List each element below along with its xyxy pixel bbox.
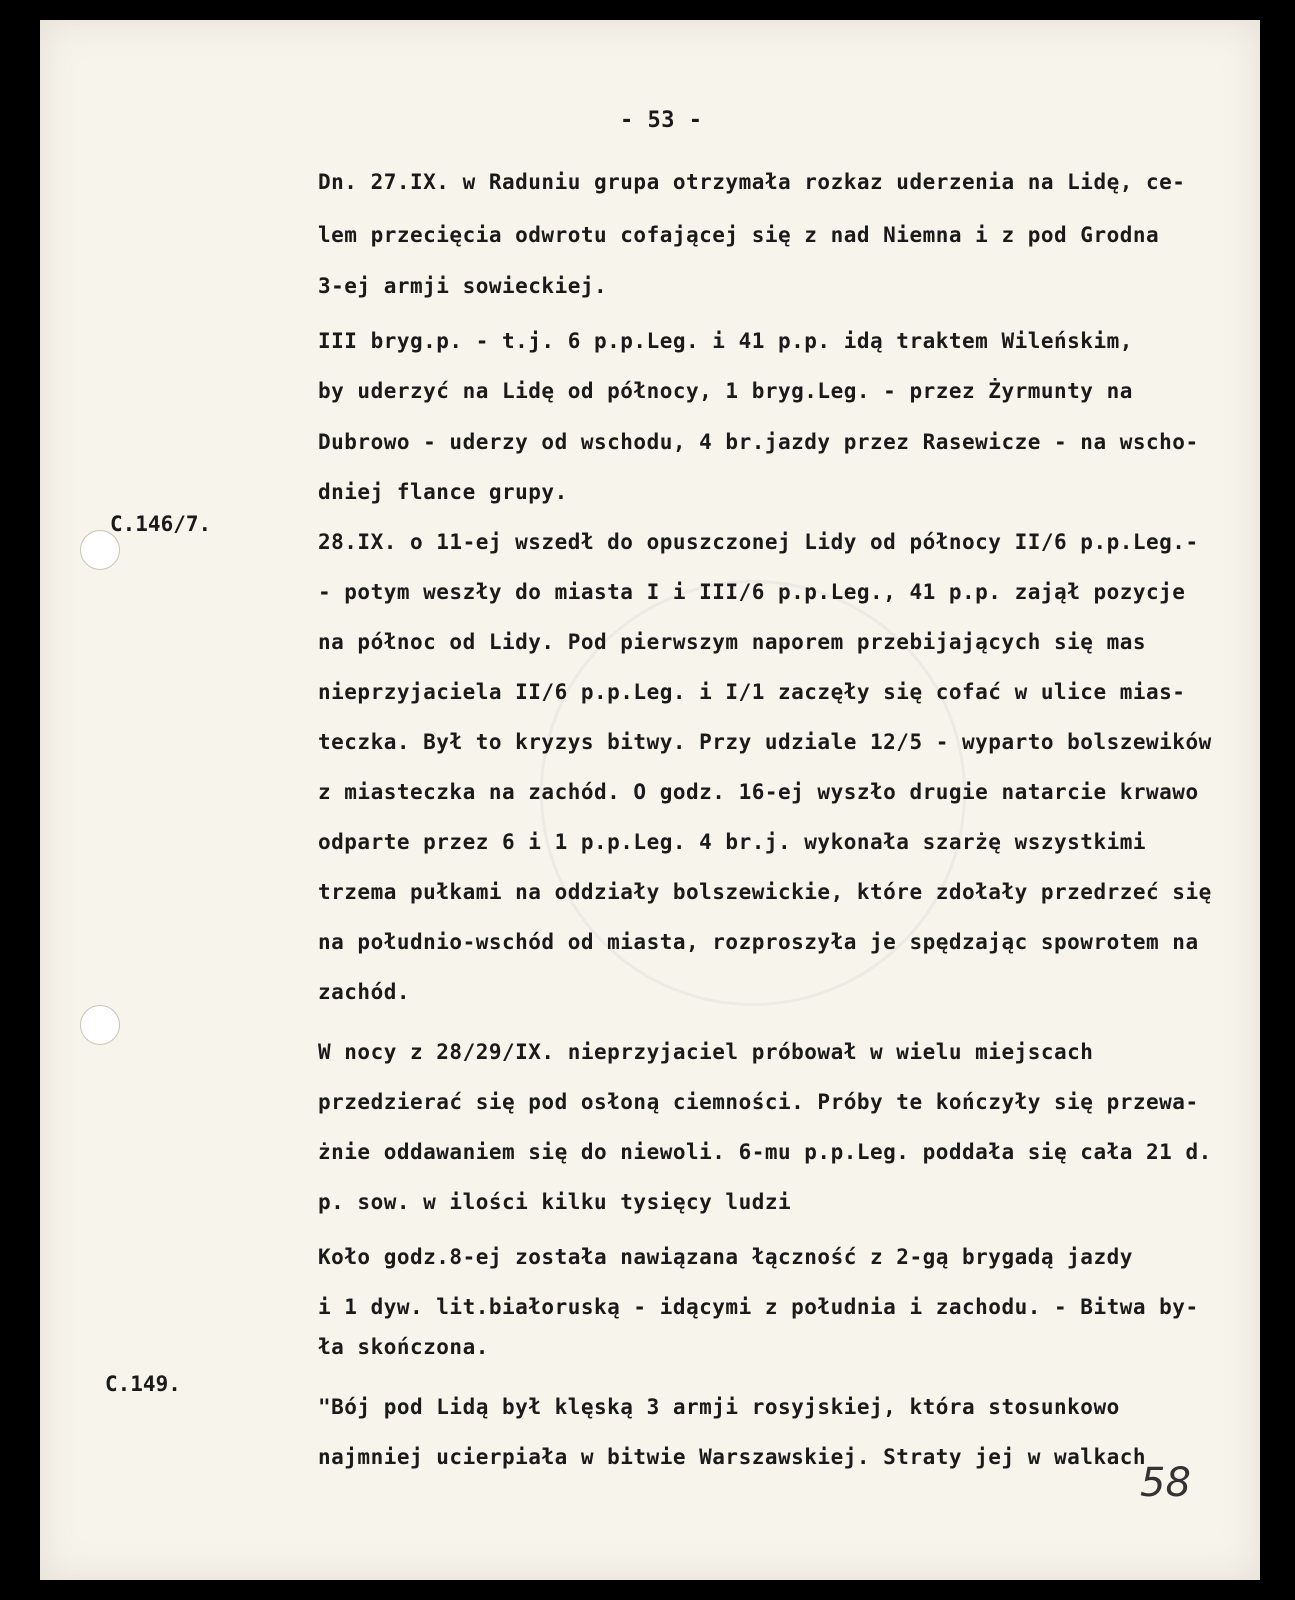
- punch-hole-bottom: [80, 1005, 120, 1045]
- text-line: na południo-wschód od miasta, rozproszyła je spędzając spowrotem na: [318, 930, 1199, 954]
- text-line: p. sow. w ilości kilku tysięcy ludzi: [318, 1190, 792, 1214]
- text-line: Dn. 27.IX. w Raduniu grupa otrzymała rozkaz uderzenia na Lidę, ce-: [318, 170, 1186, 194]
- text-line: 3-ej armji sowieckiej.: [318, 274, 608, 298]
- text-line: zachód.: [318, 980, 411, 1004]
- handwritten-folio-number: 58: [1140, 1460, 1191, 1506]
- text-line: dniej flance grupy.: [318, 480, 568, 504]
- text-line: 28.IX. o 11-ej wszedł do opuszczonej Lidy od północy II/6 p.p.Leg.-: [318, 530, 1199, 554]
- text-line: na północ od Lidy. Pod pierwszym naporem przebijających się mas: [318, 630, 1147, 654]
- margin-reference: C.149.: [105, 1372, 181, 1396]
- text-line: z miasteczka na zachód. O godz. 16-ej wyszło drugie natarcie krwawo: [318, 780, 1199, 804]
- text-line: odparte przez 6 i 1 p.p.Leg. 4 br.j. wykonała szarżę wszystkimi: [318, 830, 1147, 854]
- text-line: by uderzyć na Lidę od północy, 1 bryg.Leg. - przez Żyrmunty na: [318, 379, 1133, 403]
- document-page: [40, 20, 1260, 1580]
- text-line: nieprzyjaciela II/6 p.p.Leg. i I/1 zaczęły się cofać w ulice mias-: [318, 680, 1186, 704]
- text-line: lem przecięcia odwrotu cofającej się z nad Niemna i z pod Grodna: [318, 223, 1160, 247]
- margin-reference: C.146/7.: [110, 512, 212, 536]
- text-line: ła skończona.: [318, 1335, 489, 1359]
- text-line: przedzierać się pod osłoną ciemności. Próby te kończyły się przewa-: [318, 1090, 1199, 1114]
- page-number: - 53 -: [620, 108, 703, 133]
- text-line: "Bój pod Lidą był klęską 3 armji rosyjskiej, która stosunkowo: [318, 1395, 1120, 1419]
- text-line: i 1 dyw. lit.białoruską - idącymi z południa i zachodu. - Bitwa by-: [318, 1295, 1199, 1319]
- text-line: Dubrowo - uderzy od wschodu, 4 br.jazdy przez Rasewicze - na wscho-: [318, 430, 1199, 454]
- text-line: III bryg.p. - t.j. 6 p.p.Leg. i 41 p.p. idą traktem Wileńskim,: [318, 329, 1133, 353]
- text-line: trzema pułkami na oddziały bolszewickie, które zdołały przedrzeć się: [318, 880, 1212, 904]
- text-line: W nocy z 28/29/IX. nieprzyjaciel próbował w wielu miejscach: [318, 1040, 1094, 1064]
- text-line: najmniej ucierpiała w bitwie Warszawskiej. Straty jej w walkach: [318, 1445, 1147, 1469]
- text-line: - potym weszły do miasta I i III/6 p.p.Leg., 41 p.p. zajął pozycje: [318, 580, 1186, 604]
- punch-hole-top: [80, 530, 120, 570]
- text-line: Koło godz.8-ej została nawiązana łączność z 2-gą brygadą jazdy: [318, 1245, 1133, 1269]
- text-line: żnie oddawaniem się do niewoli. 6-mu p.p.Leg. poddała się cała 21 d.: [318, 1140, 1212, 1164]
- text-line: teczka. Był to kryzys bitwy. Przy udziale 12/5 - wyparto bolszewików: [318, 730, 1212, 754]
